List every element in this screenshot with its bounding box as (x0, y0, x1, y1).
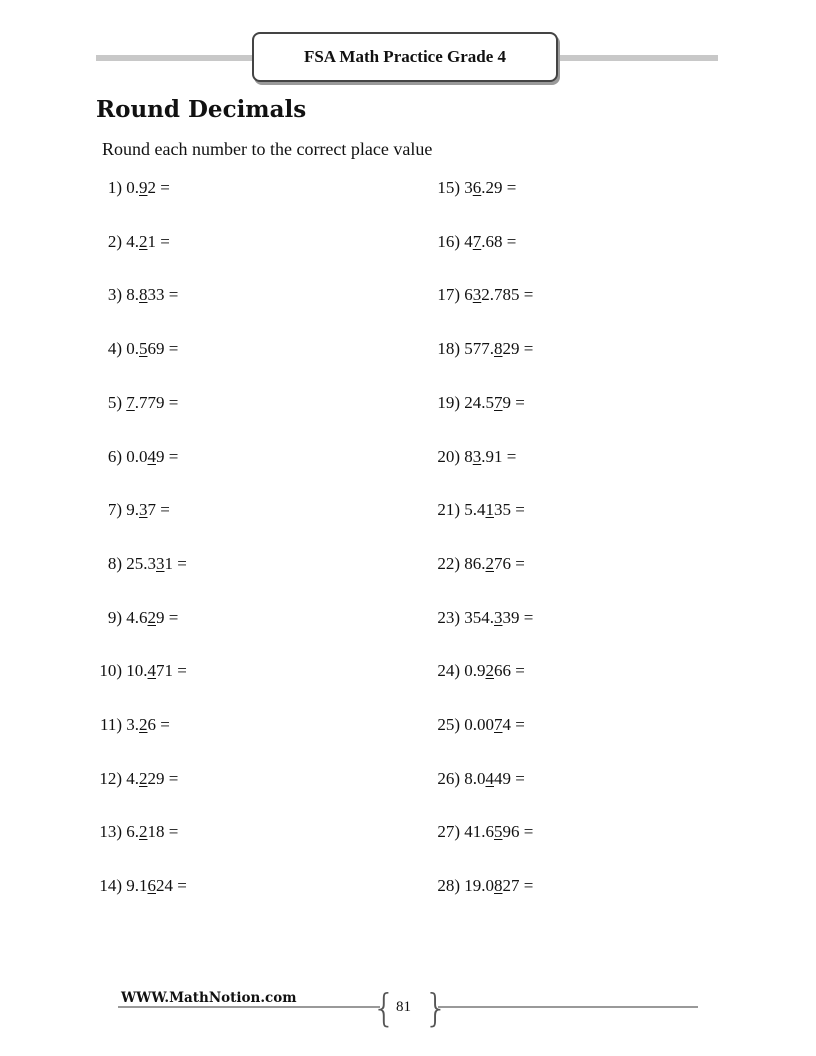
problem-value-start: 6. (126, 822, 139, 842)
problem-number: 16) (437, 231, 460, 251)
header-title: FSA Math Practice Grade 4 (252, 32, 558, 82)
problem-value-start: 5.4 (464, 500, 486, 520)
problem-value-end: 2.785 = (481, 285, 534, 305)
underlined-digit: 4 (485, 768, 494, 788)
underlined-digit: 1 (485, 500, 494, 520)
problem-value-end: 1 = (164, 553, 187, 573)
problem-value-end: 49 = (494, 768, 525, 788)
problem-number: 1) (107, 178, 122, 197)
problem-number: 4) (107, 339, 122, 359)
problem-item (96, 393, 178, 413)
underlined-digit: 3 (494, 607, 503, 627)
problem-item (96, 285, 178, 305)
problem-value-end: .91 = (481, 446, 517, 466)
underlined-digit: 6 (472, 178, 482, 197)
problem-number: 15) (437, 178, 460, 197)
problem-value-end: 2 = (147, 178, 170, 197)
underlined-digit: 8 (494, 339, 503, 359)
problem-item (432, 447, 516, 467)
problem-number: 13) (99, 822, 122, 842)
problem-number: 27) (437, 822, 460, 842)
problem-value-start: 25.3 (126, 553, 156, 573)
problem-number: 14) (99, 876, 122, 896)
underlined-digit: 2 (139, 231, 148, 251)
problem-number: 23) (437, 607, 460, 627)
footer-rule-left (118, 1006, 380, 1008)
problem-item (96, 232, 170, 252)
problem-value-start: 0.00 (464, 715, 494, 734)
problem-value-start: 0.0 (126, 446, 148, 466)
problem-value-start: 41.6 (464, 822, 494, 842)
problem-item (432, 232, 516, 252)
problem-value-end: 9 = (156, 446, 179, 466)
page-title: Round Decimals (96, 96, 307, 123)
problem-value-start: 0. (126, 339, 139, 359)
problem-number: 9) (107, 607, 122, 627)
problem-item (96, 608, 178, 628)
instructions: Round each number to the correct place value (102, 139, 433, 159)
problem-number: 21) (437, 500, 460, 520)
problem-value-start: 86. (464, 553, 486, 573)
problem-number: 17) (437, 285, 460, 305)
problem-value-start: 24.5 (464, 392, 494, 412)
underlined-digit: 9 (139, 178, 148, 197)
header-rule-left (96, 55, 256, 61)
problem-value-end: 29 = (502, 339, 534, 359)
problem-number: 12) (99, 768, 122, 788)
underlined-digit: 7 (494, 392, 503, 412)
problem-item (96, 769, 178, 789)
problem-item (96, 178, 170, 198)
problem-number: 2) (107, 231, 122, 251)
problem-number: 25) (437, 715, 460, 734)
footer-website: WWW.MathNotion.com (121, 990, 297, 1006)
problem-value-start: 354. (464, 607, 494, 627)
underlined-digit: 7 (126, 392, 135, 412)
problem-value-start: 8. (126, 285, 139, 305)
underlined-digit: 2 (485, 553, 494, 573)
problem-value-end: 76 = (494, 553, 525, 573)
problem-number: 28) (437, 876, 460, 896)
problem-item (432, 554, 525, 574)
problem-item (96, 554, 187, 574)
bracket-right-icon: } (424, 986, 449, 1030)
problem-item (432, 822, 533, 842)
problem-item (96, 715, 170, 735)
problem-item (432, 178, 516, 198)
problem-value-end: 29 = (147, 768, 179, 788)
problem-item (96, 876, 187, 896)
underlined-digit: 5 (139, 339, 148, 359)
problem-value-end: 1 = (147, 231, 170, 251)
underlined-digit: 7 (472, 231, 482, 251)
problem-value-end: .779 = (134, 392, 179, 412)
problem-item (96, 500, 170, 520)
underlined-digit: 3 (156, 553, 165, 573)
underlined-digit: 3 (472, 285, 482, 305)
problem-value-start: 9.1 (126, 876, 148, 896)
problem-value-start: 10. (126, 661, 148, 681)
footer-rule-right (438, 1006, 698, 1008)
problem-value-start: 577. (464, 339, 494, 359)
problem-value-start: 4 (464, 231, 473, 251)
problem-value-end: 18 = (147, 822, 179, 842)
problem-item (432, 339, 533, 359)
problem-item (432, 715, 525, 735)
underlined-digit: 2 (139, 822, 148, 842)
bracket-left-icon: { (372, 986, 397, 1030)
problem-value-start: 3 (464, 178, 473, 197)
problem-number: 20) (437, 446, 460, 466)
problem-value-start: 4. (126, 231, 139, 251)
problem-value-end: .29 = (481, 178, 517, 197)
problem-item (432, 393, 525, 413)
problem-value-end: 27 = (502, 876, 534, 896)
problem-item (432, 285, 533, 305)
problem-number: 7) (107, 500, 122, 520)
underlined-digit: 8 (494, 876, 503, 896)
problem-value-start: 6 (464, 285, 473, 305)
underlined-digit: 6 (147, 876, 156, 896)
problem-number: 3) (107, 285, 122, 305)
problem-value-start: 9. (126, 500, 139, 520)
problem-value-end: 9 = (502, 392, 525, 412)
underlined-digit: 5 (494, 822, 503, 842)
problem-number: 22) (437, 553, 460, 573)
problem-value-start: 4. (126, 768, 139, 788)
problem-value-end: 9 = (156, 607, 179, 627)
problem-value-end: 66 = (494, 661, 525, 681)
problem-number: 5) (107, 392, 122, 412)
underlined-digit: 2 (485, 661, 494, 681)
problem-value-start: 3. (126, 715, 139, 734)
underlined-digit: 3 (472, 446, 482, 466)
problem-number: 18) (437, 339, 460, 359)
underlined-digit: 4 (147, 446, 156, 466)
problem-item (432, 500, 525, 520)
problem-item (96, 661, 187, 681)
problem-number: 10) (99, 661, 122, 681)
problem-item (96, 339, 178, 359)
problem-value-end: .68 = (481, 231, 517, 251)
page-number: 81 (396, 999, 411, 1015)
problem-number: 6) (107, 446, 122, 466)
problem-number: 19) (437, 392, 460, 412)
problem-number: 24) (437, 661, 460, 681)
problem-value-start: 0. (126, 178, 139, 197)
problem-value-start: 0.9 (464, 661, 486, 681)
problem-item (432, 608, 533, 628)
problem-value-end: 39 = (502, 607, 534, 627)
problem-item (432, 769, 525, 789)
problem-number: 26) (437, 768, 460, 788)
problem-value-end: 35 = (494, 500, 525, 520)
underlined-digit: 3 (139, 500, 148, 520)
underlined-digit: 2 (147, 607, 156, 627)
problem-item (96, 447, 178, 467)
problem-value-end: 24 = (156, 876, 187, 896)
underlined-digit: 2 (139, 768, 148, 788)
problem-item (432, 876, 533, 896)
problem-value-end: 6 = (147, 715, 170, 734)
problem-value-end: 33 = (147, 285, 179, 305)
header-rule-right (558, 55, 718, 61)
problem-item (432, 661, 525, 681)
problem-value-end: 7 = (147, 500, 170, 520)
problem-value-end: 96 = (502, 822, 534, 842)
problem-value-start: 4.6 (126, 607, 148, 627)
problem-item (96, 822, 178, 842)
problem-value-end: 4 = (502, 715, 525, 734)
underlined-digit: 7 (494, 715, 503, 734)
problem-number: 11) (99, 715, 122, 734)
problem-value-end: 71 = (156, 661, 187, 681)
problem-value-start: 19.0 (464, 876, 494, 896)
problem-value-end: 69 = (147, 339, 179, 359)
underlined-digit: 4 (147, 661, 156, 681)
problem-value-start: 8.0 (464, 768, 486, 788)
underlined-digit: 8 (139, 285, 148, 305)
problem-number: 8) (107, 553, 122, 573)
problem-value-start: 8 (464, 446, 473, 466)
underlined-digit: 2 (139, 715, 148, 734)
